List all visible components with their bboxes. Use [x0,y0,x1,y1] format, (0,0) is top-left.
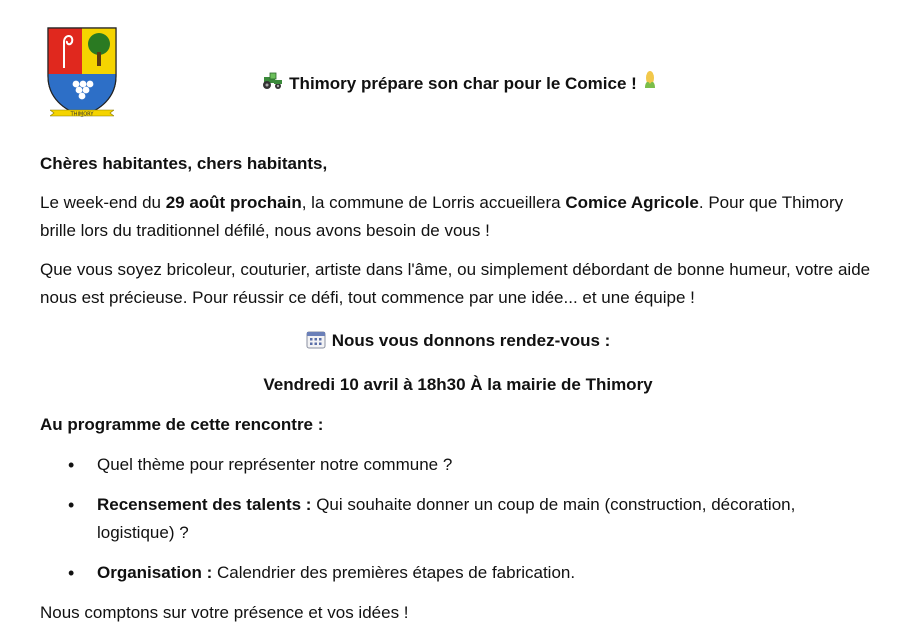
meeting-date: Vendredi 10 avril à 18h30 À la mairie de Thimory [263,375,653,394]
list-item: • Quel thème pour représenter notre commune ? [97,451,876,479]
corn-icon [642,70,658,99]
program-list [40,451,876,587]
tractor-icon [262,71,284,99]
crest-banner-text: THIMORY [70,111,94,118]
coat-of-arms-logo [44,24,120,120]
paragraph-call: Que vous soyez bricoleur, couturier, artiste dans l'âme, ou simplement débordant de bonne humeur, votre aide nous est précieuse. Pour réussir ce défi, tout commence par une idée... et une équipe ! [40,260,871,307]
program-title: Au programme de cette rencontre : [40,415,324,434]
rendezvous-heading: Nous vous donnons rendez-vous : [40,327,876,358]
letter-content [40,150,876,627]
closing-line: Nous comptons sur votre présence et vos idées ! [40,603,409,622]
greeting: Chères habitantes, chers habitants, [40,154,328,173]
calendar-icon [306,329,326,358]
page-title [240,70,680,99]
list-item: • Organisation : Calendrier des premières étapes de fabrication. [97,559,876,587]
list-item: • Recensement des talents : Qui souhaite donner un coup de main (construction, décoration, logistique) ? [97,491,876,547]
title-text: Thimory prépare son char pour le Comice ! [289,74,637,93]
paragraph-intro: Le week-end du 29 août prochain, la commune de Lorris accueillera Comice Agricole. Pour que Thimory brille lors du traditionnel défilé, nous avons besoin de vous ! [40,193,844,240]
